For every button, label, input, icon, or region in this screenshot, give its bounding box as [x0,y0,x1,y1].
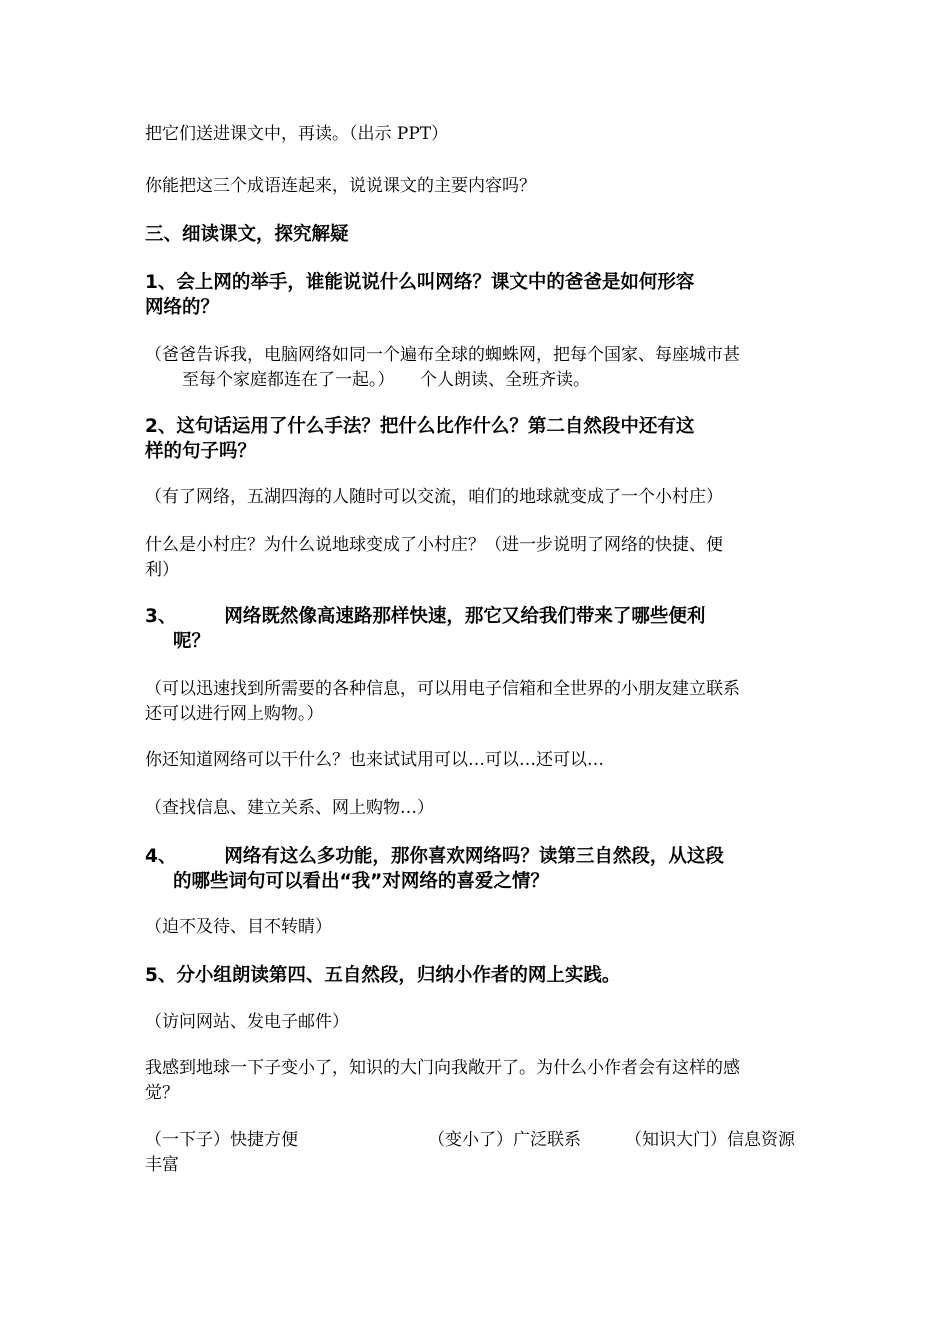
paragraph-5-line-1: 我感到地球一下子变小了，知识的大门向我敞开了。为什么小作者会有这样的感 [145,1058,740,1078]
section-heading: 三、细读课文，探究解疑 [145,224,349,245]
document-page [145,0,810,1344]
question-2-line-1: 2、这句话运用了什么手法？把什么比作什么？第二自然段中还有这 [145,416,695,437]
answer-4: （迫不及待、目不转睛） [145,917,332,937]
answer-3-line-2: 还可以进行网上购物。） [145,704,324,724]
paragraph-5-line-2: 觉？ [145,1083,179,1103]
question-4-line-1 [145,844,810,869]
question-1-line-1: 1、会上网的举手，谁能说说什么叫网络？课文中的爸爸是如何形容 [145,272,695,293]
paragraph-2-line-1: 什么是小村庄？为什么说地球变成了小村庄？（进一步说明了网络的快捷、便 [145,535,723,555]
question-text: 网络既然像高速路那样快速，那它又给我们带来了哪些便利 [224,606,706,627]
summary-item-2: （变小了）广泛联系 [428,1130,581,1150]
question-4-line-2: 的哪些词句可以看出“我”对网络的喜爱之情？ [173,871,549,892]
question-number: 3、 [145,606,177,627]
summary-item-3: （知识大门）信息资源 [625,1130,795,1150]
question-3-line-2: 呢？ [173,631,211,652]
paragraph-2-line-2: 利） [145,560,179,580]
question-2-line-2: 样的句子吗？ [145,441,257,462]
question-5: 5、分小组朗读第四、五自然段，归纳小作者的网上实践。 [145,965,621,986]
question-1-line-2: 网络的？ [145,297,220,318]
question-text: 网络有这么多功能，那你喜欢网络吗？读第三自然段，从这段 [224,846,724,867]
answer-1-line-2: 至每个家庭都连在了一起。） 个人朗读、全班齐读。 [182,370,590,390]
question-3-line-1 [145,604,810,629]
paragraph-text: 你能把这三个成语连起来，说说课文的主要内容吗？ [145,176,536,196]
answer-1-line-1: （爸爸告诉我，电脑网络如同一个遍布全球的蜘蛛网，把每个国家、每座城市甚 [145,345,740,365]
question-number: 4、 [145,846,177,867]
answer-2: （有了网络，五湖四海的人随时可以交流，咱们的地球就变成了一个小村庄） [145,487,723,507]
summary-item-4: 丰富 [145,1155,179,1175]
paragraph-text: 把它们送进课文中，再读。（出示 PPT） [145,124,449,144]
answer-3-line-1: （可以迅速找到所需要的各种信息，可以用电子信箱和全世界的小朋友建立联系 [145,679,740,699]
paragraph-3: 你还知道网络可以干什么？也来试试用可以…可以…还可以… [145,750,604,770]
summary-item-1: （一下子）快捷方便 [145,1130,298,1150]
answer-5: （访问网站、发电子邮件） [145,1012,349,1032]
answer-3-extra: （查找信息、建立关系、网上购物…） [145,798,434,818]
